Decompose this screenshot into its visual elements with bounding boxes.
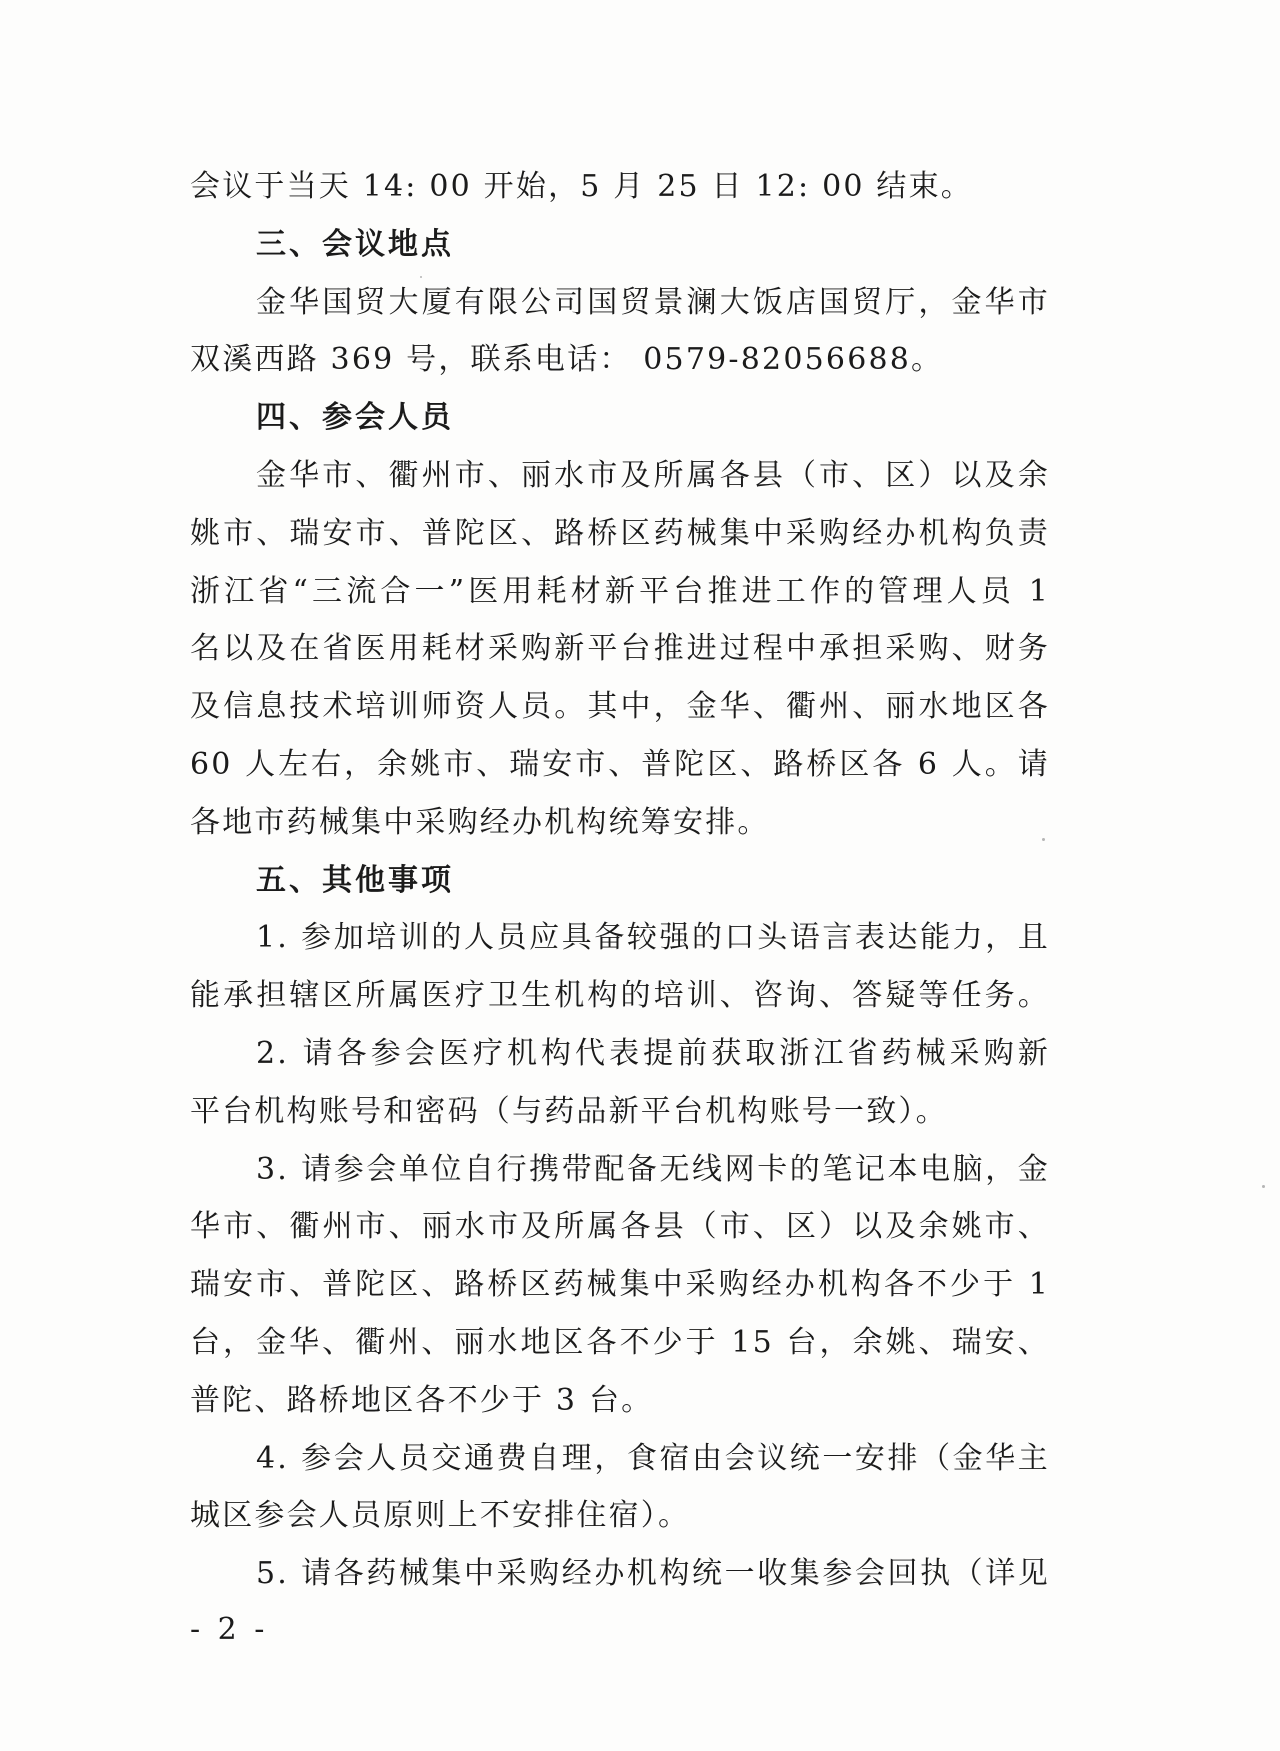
body-line-attendees-1: 金华市、衢州市、丽水市及所属各县（市、区）以及余 [256,457,1050,493]
section-heading-other-matters: 五、其他事项 [256,862,454,898]
body-line-attendees-7: 各地市药械集中采购经办机构统筹安排。 [190,804,770,840]
body-line-attendees-6: 60 人左右，余姚市、瑞安市、普陀区、路桥区各 6 人。请 [190,746,1050,782]
section-heading-venue: 三、会议地点 [256,226,454,262]
body-line-item3-3: 瑞安市、普陀区、路桥区药械集中采购经办机构各不少于 1 [190,1267,1050,1303]
body-line-item5-1: 5. 请各药械集中采购经办机构统一收集参会回执（详见 [256,1556,1050,1592]
page-number: - 2 - [190,1612,269,1647]
scan-speck [420,276,422,278]
body-line-attendees-5: 及信息技术培训师资人员。其中，金华、衢州、丽水地区各 [190,689,1050,725]
body-line-item3-1: 3. 请参会单位自行携带配备无线网卡的笔记本电脑，金 [256,1151,1050,1187]
body-line-item3-2: 华市、衢州市、丽水市及所属各县（市、区）以及余姚市、 [190,1209,1050,1245]
body-line-venue-1: 金华国贸大厦有限公司国贸景澜大饭店国贸厅，金华市 [256,284,1050,320]
body-line-item3-4: 台，金华、衢州、丽水地区各不少于 15 台，余姚、瑞安、 [190,1324,1050,1360]
body-line-attendees-4: 名以及在省医用耗材采购新平台推进过程中承担采购、财务 [190,631,1050,667]
body-line-attendees-2: 姚市、瑞安市、普陀区、路桥区药械集中采购经办机构负责 [190,515,1050,551]
scan-speck [1262,1185,1265,1188]
body-line-venue-2: 双溪西路 369 号，联系电话： 0579-82056688。 [190,342,944,378]
body-line-item1-1: 1. 参加培训的人员应具备较强的口头语言表达能力，且 [256,920,1050,956]
body-line-item2-2: 平台机构账号和密码（与药品新平台机构账号一致）。 [190,1093,948,1129]
section-heading-attendees: 四、参会人员 [256,400,454,436]
body-line-item3-5: 普陀、路桥地区各不少于 3 台。 [190,1382,654,1418]
body-line-item4-1: 4. 参会人员交通费自理，食宿由会议统一安排（金华主 [256,1440,1050,1476]
body-line-item1-2: 能承担辖区所属医疗卫生机构的培训、咨询、答疑等任务。 [190,978,1050,1014]
body-line-meeting-time: 会议于当天 14: 00 开始，5 月 25 日 12: 00 结束。 [190,169,973,204]
body-line-item4-2: 城区参会人员原则上不安排住宿）。 [190,1498,691,1534]
scan-speck [1042,838,1045,841]
body-line-item2-1: 2. 请各参会医疗机构代表提前获取浙江省药械采购新 [256,1035,1050,1071]
document-body [190,158,1050,1603]
body-line-attendees-3: 浙江省“三流合一”医用耗材新平台推进工作的管理人员 1 [190,573,1050,609]
